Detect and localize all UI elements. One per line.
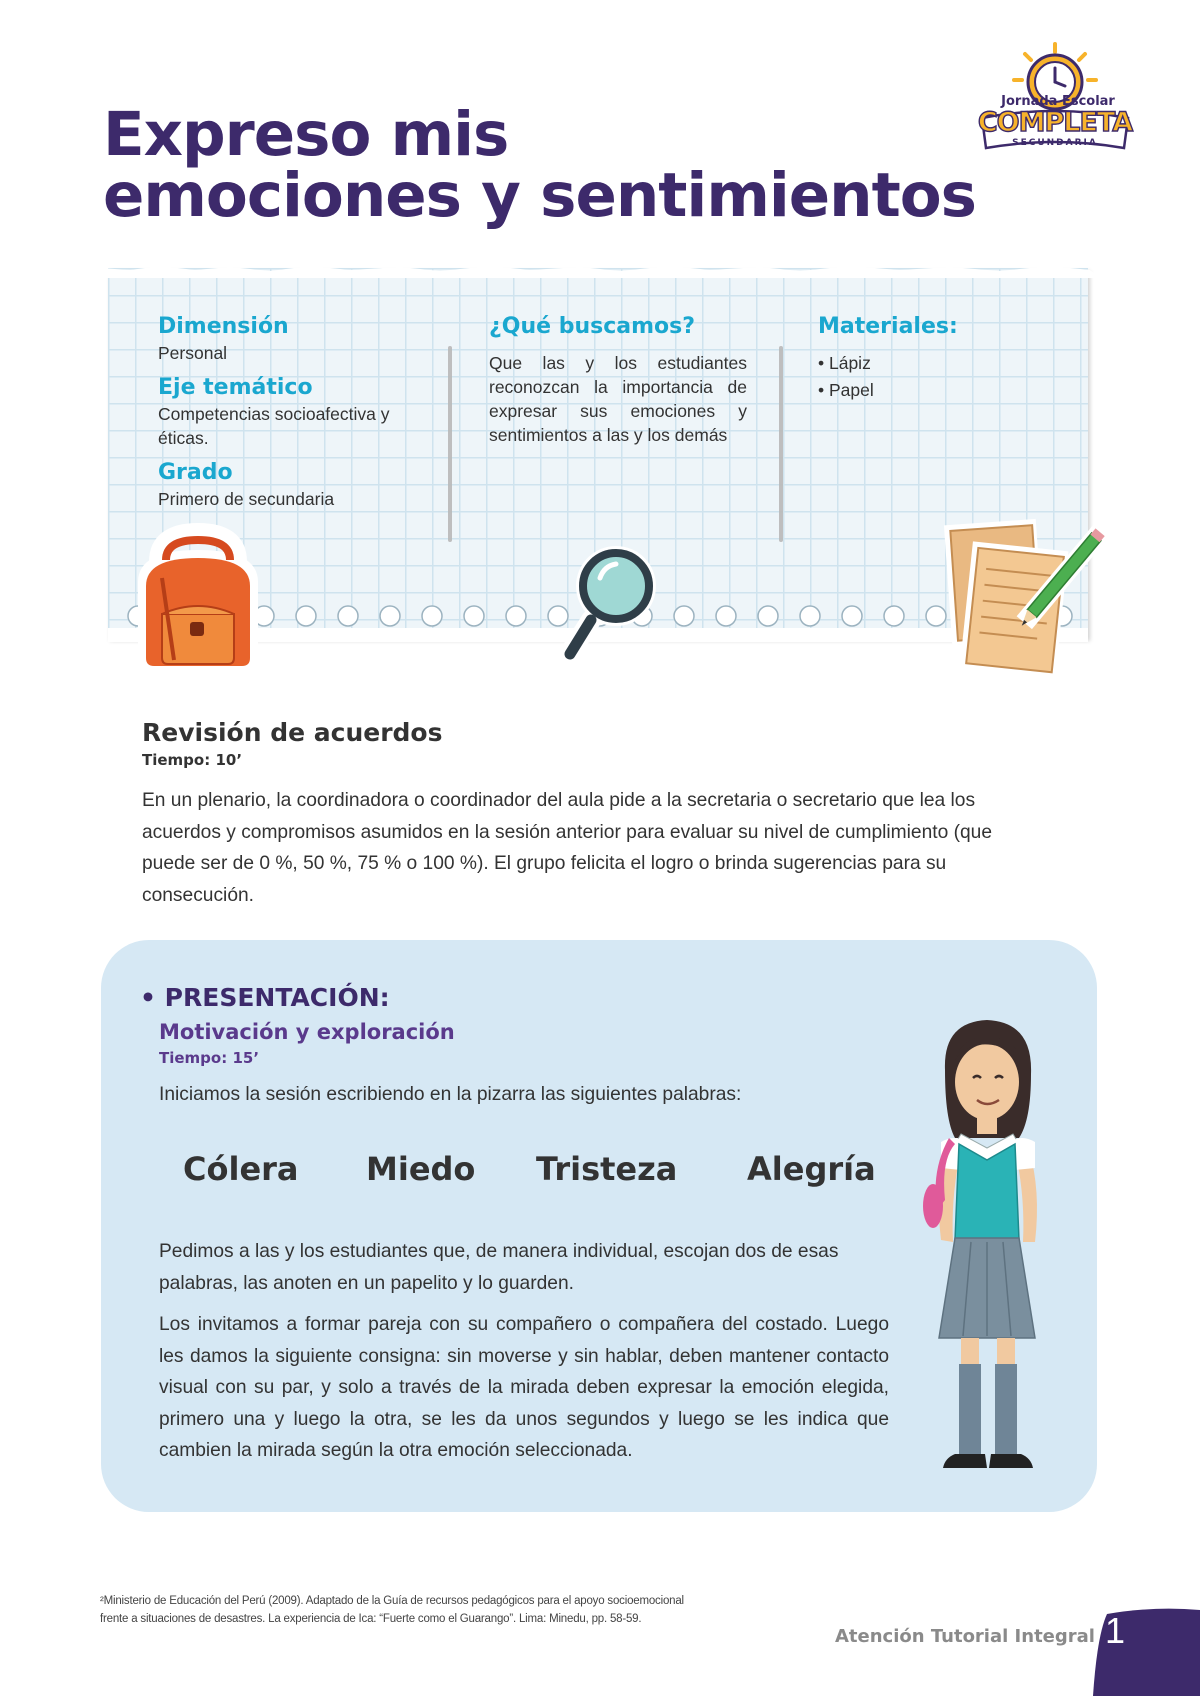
eje-label: Eje temático (158, 375, 313, 400)
page-number: 1 (1104, 1610, 1126, 1651)
presentacion-subheading: Motivación y exploración (159, 1020, 455, 1044)
revision-heading: Revisión de acuerdos (142, 718, 443, 747)
title-line-2: emociones y sentimientos (103, 160, 976, 231)
series-title: Atención Tutorial Integral (835, 1626, 1095, 1647)
presentacion-paragraph-1: Pedimos a las y los estudiantes que, de manera individual, escojan dos de esas palabras, las anoten en un papelito y lo guarden. (159, 1241, 839, 1294)
presentacion-intro: Iniciamos la sesión escribiendo en la pizarra las siguientes palabras: (159, 1084, 742, 1105)
dimension-label: Dimensión (158, 314, 289, 339)
footnote-line-2: frente a situaciones de desastres. La experiencia de Ica: “Fuerte como el Guarango”. Lima: Minedu, pp. 58-59. (100, 1613, 642, 1625)
footnote-line-1: ²Ministerio de Educación del Perú (2009). Adaptado de la Guía de recursos pedagógicos para el apoyo socioemocional (100, 1595, 684, 1607)
logo-line-2: COMPLETA (977, 107, 1133, 138)
materiales-label: Materiales: (818, 314, 958, 339)
page-title (103, 99, 976, 231)
revision-time: Tiempo: 10’ (142, 751, 243, 769)
title-line-1: Expreso mis (103, 99, 509, 170)
emotion-word: Miedo (366, 1150, 476, 1188)
emotion-word: Cólera (183, 1150, 299, 1188)
column-divider (779, 346, 783, 542)
dimension-value: Personal (158, 343, 228, 363)
student-illustration (915, 1010, 1065, 1476)
materiales-item: • Papel (818, 380, 874, 400)
revision-paragraph: En un plenario, la coordinadora o coordinador del aula pide a la secretaria o secretario que lea los acuerdos y compromisos asumidos en la sesión anterior para evaluar su nivel de cumplimiento (que puede ser de 0 %, 50 %, 75 % o 100 %). El grupo felicita el logro o brinda sugerencias para su consecución. (142, 790, 993, 906)
presentacion-time: Tiempo: 15’ (159, 1049, 260, 1067)
logo-line-3: SECUNDARIA (1012, 138, 1098, 148)
footnote (100, 1592, 800, 1628)
emotion-word: Tristeza (536, 1150, 678, 1188)
backpack-icon (118, 522, 278, 682)
column-divider (448, 346, 452, 542)
emotion-word: Alegría (747, 1150, 876, 1188)
logo-line-1: Jornada Escolar (1001, 94, 1115, 109)
grado-label: Grado (158, 460, 233, 485)
magnifier-icon (556, 538, 666, 668)
buscamos-text: Que las y los estudiantes reconozcan la importancia de expresar sus emociones y sentimientos a las y los demás (489, 353, 747, 445)
presentacion-heading: • PRESENTACIÓN: (140, 983, 390, 1012)
papers-pencil-icon (940, 512, 1110, 682)
eje-value: Competencias socioafectiva y éticas. (158, 404, 390, 448)
buscamos-label: ¿Qué buscamos? (489, 314, 695, 339)
grado-value: Primero de secundaria (158, 489, 335, 509)
jornada-logo (970, 40, 1140, 160)
presentacion-paragraph-2: Los invitamos a formar pareja con su compañero o compañera del costado. Luego les damos la siguiente consigna: sin moverse y sin hablar, deben mantener contacto visual con su par, y solo a través de la mirada deben expresar la emoción elegida, primero una y luego la otra, se les da unos segundos y luego se les indica que cambien la mirada según la otra emoción seleccionada. (159, 1314, 889, 1461)
torn-edge-top (100, 258, 1100, 278)
materiales-item: • Lápiz (818, 353, 871, 373)
